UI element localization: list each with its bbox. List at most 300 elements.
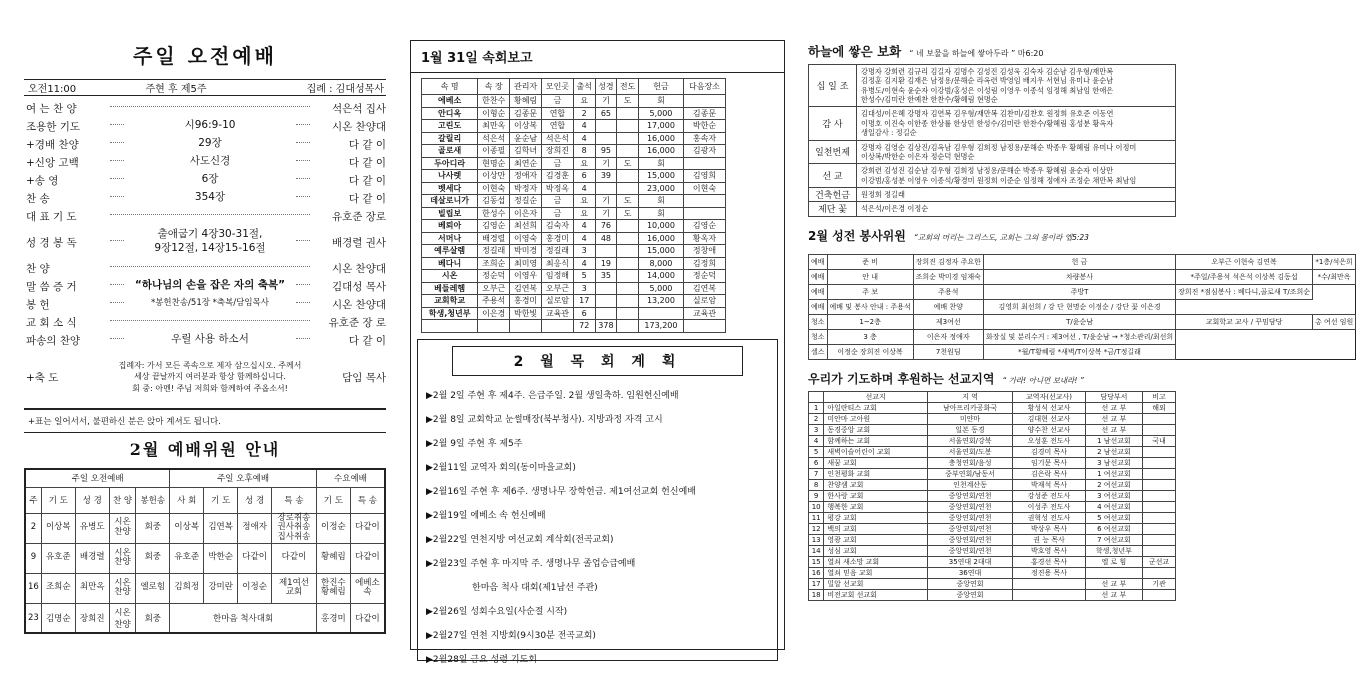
service-cell: 주용석 (913, 284, 983, 299)
mission-cell: 중앙연회 (927, 578, 1012, 589)
duty-header: 성 경 (238, 487, 272, 513)
service-cell: 안 내 (827, 269, 913, 284)
mission-cell: 서울연회/도봉 (927, 446, 1012, 457)
report-cell: 정순덕 (478, 270, 510, 283)
mission-header (809, 391, 824, 402)
plan-item: ▶2월27일 연천 지방회(9시30분 전곡교회) (426, 630, 596, 641)
mission-cell: 중앙연회/연천 (927, 512, 1012, 523)
order-name: 교 회 소 식 (26, 316, 77, 329)
report-cell: 최연순 (510, 157, 542, 170)
report-cell (617, 170, 639, 183)
report-cell (422, 320, 478, 333)
report-cell: 김연복 (683, 282, 725, 295)
report-cell: 19 (595, 257, 617, 270)
report-cell (683, 95, 725, 108)
duty-cell: 2 (25, 513, 41, 543)
treasure-row (809, 187, 1176, 201)
report-cell: 이형순 (478, 107, 510, 120)
duty-cell: 23 (25, 603, 41, 633)
service-cell: 조희순 박미경 임재숙 (913, 269, 983, 284)
report-cell: 안디옥 (422, 107, 478, 120)
mission-row (809, 567, 1176, 578)
report-row (422, 157, 726, 170)
duty-title: 2월 예배위원 안내 (129, 440, 281, 459)
mission-cell: 성심 교회 (824, 545, 928, 556)
duty-cell: 회중 (136, 603, 170, 633)
report-cell: 김학녀 (510, 145, 542, 158)
duty-header: 기 도 (316, 487, 350, 513)
duty-cell: 황혜림 (316, 543, 350, 573)
report-cell: 데살로니가 (422, 195, 478, 208)
duty-cell: 다같이 (238, 543, 272, 573)
report-cell (617, 132, 639, 145)
duty-row (25, 573, 385, 603)
report-cell: 금 (542, 207, 574, 220)
mission-table (808, 391, 1176, 601)
mission-cell: 동경중앙 교회 (824, 424, 928, 435)
report-cell: 한찬수 (478, 95, 510, 108)
mission-cell: 5 (809, 446, 824, 457)
report-cell: 석은석 (542, 132, 574, 145)
mission-cell (1143, 479, 1176, 490)
report-row (422, 207, 726, 220)
mission-cell: 아일란티스 교회 (824, 402, 928, 413)
treasure-header (808, 42, 1176, 60)
page-title: 주일 오전예배 (133, 44, 277, 68)
report-cell: 박미경 (510, 245, 542, 258)
treasure-row (809, 140, 1176, 164)
offering-panel (808, 0, 1354, 669)
report-cell: 95 (595, 145, 617, 158)
mission-row (809, 457, 1176, 468)
mission-cell: 9 (809, 490, 824, 501)
report-cell: 6 (573, 307, 595, 320)
report-cell: 임정해 (542, 270, 574, 283)
duty-header: 찬 양 (109, 487, 136, 513)
mission-row (809, 578, 1176, 589)
mission-cell: 6 여선교회 (1085, 523, 1142, 534)
order-list (24, 99, 386, 405)
treasure-row (809, 202, 1176, 216)
mission-cell (1143, 545, 1176, 556)
duty-header: 성 경 (75, 487, 109, 513)
report-cell: 최미영 (510, 257, 542, 270)
order-name: 조용한 기도 (26, 120, 81, 133)
duty-header: 봉헌송 (136, 487, 170, 513)
mission-cell: 충청연회/음성 (927, 457, 1012, 468)
service-time: 오전11:00 (28, 84, 77, 95)
service-cell: 오부근 이현숙 김연복 (1176, 254, 1313, 269)
duty-group: 주일 오후예배 (170, 469, 317, 487)
order-dots (110, 160, 124, 161)
service-cell: 예배 (809, 299, 828, 314)
report-cell (617, 295, 639, 308)
plan-item: ▶2월26일 성회수요일(사순절 시작) (426, 606, 568, 617)
mission-cell: 16 (809, 567, 824, 578)
report-cell: 황옥자 (683, 232, 725, 245)
report-cell (683, 320, 725, 333)
duty-cell: 배경렬 (75, 543, 109, 573)
duty-cell: 이정순 (238, 573, 272, 603)
service-cell: 화장실 및 분리수거 : 제3여선 , T/윤순남 → *청소관리/최선희 (983, 329, 1175, 344)
report-header: 관리자 (510, 79, 542, 95)
duty-cell: 시온 찬양 (109, 513, 136, 543)
report-cell (595, 282, 617, 295)
mission-cell: 1 (809, 402, 824, 413)
mission-cell: 백의 교회 (824, 523, 928, 534)
order-name: 파송의 찬양 (26, 334, 81, 347)
plan-item: ▶2월22일 연천지방 여선교회 계삭회(전곡교회) (426, 534, 614, 545)
mission-row (809, 479, 1176, 490)
mission-cell: 황성식 선교사 (1013, 402, 1086, 413)
report-cell: 도 (617, 95, 639, 108)
report-cell: 골로새 (422, 145, 478, 158)
mission-cell (1143, 501, 1176, 512)
treasure-names: 김대성/이은혜 강명자 김연복 김우형/재만복 김찬미/김찬호 원정희 유호준 이동연 이명호 이진숙 이한종 한상률 한상민 한성수/김미란 한찬수/황혜림 홍성분 황옥자 생일감사 : 정길순 (857, 107, 1176, 140)
mission-cell: 36연대 (927, 567, 1012, 578)
mission-cell: 3 남선교회 (1085, 457, 1142, 468)
report-cell: 정순덕 (683, 270, 725, 283)
duty-row (25, 603, 385, 633)
plan-item: ▶2월19일 에베소 속 헌신예배 (426, 510, 546, 521)
service-cell: 주방T (983, 284, 1175, 299)
report-cell: 예루살렘 (422, 245, 478, 258)
duty-group-row (25, 469, 385, 487)
service-cell: 차량봉사 (983, 269, 1175, 284)
report-cell: 이현숙 (683, 182, 725, 195)
report-cell: 5 (573, 270, 595, 283)
order-row (24, 189, 386, 207)
mission-cell (1143, 567, 1176, 578)
report-cell: 이영숙 (510, 232, 542, 245)
service-title: 2월 성전 봉사위원 (808, 228, 906, 243)
order-name: +축 도 (26, 371, 59, 384)
order-name: 말 씀 증 거 (26, 280, 77, 293)
mission-header (808, 370, 1176, 387)
report-cell: 교육관 (542, 307, 574, 320)
mission-cell: 평강 교회 (824, 512, 928, 523)
order-name: 여 는 찬 양 (26, 102, 77, 115)
order-row (24, 117, 386, 135)
mission-cell: 기관 (1143, 578, 1176, 589)
report-cell: 베들레헴 (422, 282, 478, 295)
mission-cell: 한사랑 교회 (824, 490, 928, 501)
report-cell: 현명순 (478, 157, 510, 170)
order-value: 출애굽기 4장30-31절, 9장12절, 14장15-16절 (154, 228, 266, 254)
plan-item: 한마음 척사 대회(제1남선 주관) (472, 582, 598, 593)
mission-row (809, 512, 1176, 523)
report-row (422, 282, 726, 295)
mission-cell: 임기문 목사 (1013, 457, 1086, 468)
mission-header: 교역자(선교사) (1013, 391, 1086, 402)
report-row (422, 195, 726, 208)
report-row (422, 220, 726, 233)
mission-cell: 중앙연회/연천 (927, 490, 1012, 501)
mission-cell: 미얀마 (927, 413, 1012, 424)
mission-cell: 찬양샘 교회 (824, 479, 928, 490)
order-name: 대 표 기 도 (26, 210, 77, 223)
report-row (422, 295, 726, 308)
order-dots (110, 142, 124, 143)
order-value: “하나님의 손을 잡은 자의 축복” (134, 279, 286, 292)
report-cell: 교회학교 (422, 295, 478, 308)
treasure-names: 원정희 정길래 (857, 187, 1176, 201)
report-cell: 15,000 (638, 170, 683, 183)
report-cell: 2 (573, 107, 595, 120)
service-cell: 김영희 최선희 / 강 단 현명순 이정순 / 강단 꽃 이은경 (983, 299, 1175, 314)
report-cell: 나사렛 (422, 170, 478, 183)
mission-cell: 2 (809, 413, 824, 424)
report-cell: 에베소 (422, 95, 478, 108)
order-dots (110, 284, 124, 285)
mission-cell: 6 (809, 457, 824, 468)
report-cell: 16,000 (638, 145, 683, 158)
report-cell: 김종문 (683, 107, 725, 120)
order-row (24, 153, 386, 171)
plan-item: ▶2월11일 교역자 회의(동이마을교회) (426, 462, 576, 473)
service-cell: 예배 (809, 284, 828, 299)
mission-cell: 인천평화 교회 (824, 468, 928, 479)
report-header: 헌금 (638, 79, 683, 95)
order-leader: 다 같 이 (348, 138, 386, 151)
mission-cell: 영광 교회 (824, 534, 928, 545)
order-dots (296, 338, 310, 339)
mission-row (809, 589, 1176, 600)
service-week: 주현 후 제5주 (145, 84, 207, 95)
report-cell (510, 320, 542, 333)
report-cell: 연합 (542, 120, 574, 133)
report-row (422, 95, 726, 108)
report-cell: 정애자 (510, 170, 542, 183)
report-cell: 이은자 (510, 207, 542, 220)
mission-cell: 남아프리카공화국 (927, 402, 1012, 413)
mission-row (809, 523, 1176, 534)
duty-header: 사 회 (170, 487, 204, 513)
mission-cell: 선 교 부 (1085, 578, 1142, 589)
report-cell: 5,000 (638, 107, 683, 120)
service-row (809, 344, 1356, 359)
report-cell: 석은석 (478, 132, 510, 145)
duty-cell: 장로취송 권사취송 집사취송 (272, 513, 317, 543)
duty-cell: 이상복 (170, 513, 204, 543)
mission-cell: 7 (809, 468, 824, 479)
report-cell: 최응식 (542, 257, 574, 270)
mission-cell: 3 여선교회 (1085, 490, 1142, 501)
mission-cell: 김경미 목사 (1013, 446, 1086, 457)
mission-title: 우리가 기도하며 후원하는 선교지역 (808, 371, 995, 386)
service-cell: 장희진 *점심봉사 : 베다니,골로새 T/조희순 (1176, 284, 1313, 299)
report-cell: 도 (617, 195, 639, 208)
order-value: 6장 (201, 173, 219, 186)
report-cell: 베뢰아 (422, 220, 478, 233)
service-cell: 준 비 (827, 254, 913, 269)
duty-cell: 김연복 (204, 513, 238, 543)
service-row (809, 329, 1356, 344)
report-cell: 4 (573, 257, 595, 270)
report-cell: 김연복 (510, 282, 542, 295)
order-value: 시96:9-10 (184, 119, 236, 132)
mission-cell: 중앙연회/연천 (927, 545, 1012, 556)
report-cell: 실로암 (542, 295, 574, 308)
duty-cell: 한마음 척사대회 (170, 603, 317, 633)
duty-cell: 최만옥 (75, 573, 109, 603)
report-cell: 4 (573, 132, 595, 145)
report-row (422, 132, 726, 145)
mission-cell: 2 여선교회 (1085, 479, 1142, 490)
duty-header: 기 도 (41, 487, 75, 513)
report-header: 전도 (617, 79, 639, 95)
report-cell: 박한빛 (510, 307, 542, 320)
report-cell (595, 307, 617, 320)
service-cell: 셀스 (809, 344, 828, 359)
report-row (422, 270, 726, 283)
plan-item: ▶2월 8일 교회학교 눈썰매장(북부청사). 지방과정 자격 고시 (426, 414, 663, 425)
mission-cell: 15 (809, 556, 824, 567)
report-cell: 3 (573, 282, 595, 295)
duty-cell: 엘로힘 (136, 573, 170, 603)
order-dots (110, 106, 310, 107)
mission-row (809, 468, 1176, 479)
report-row (422, 107, 726, 120)
mission-cell: 열쇠 믿음 교회 (824, 567, 928, 578)
report-cell: 홍속자 (683, 132, 725, 145)
mission-cell: 3 (809, 424, 824, 435)
report-cell: 378 (595, 320, 617, 333)
mission-cell: 5 여선교회 (1085, 512, 1142, 523)
service-cell: 예배 찬양 (913, 299, 983, 314)
report-cell: 35 (595, 270, 617, 283)
report-cell: 김영순 (683, 220, 725, 233)
service-cell: 장희진 김정자 주요한 (913, 254, 983, 269)
duty-cell: 시온 찬양 (109, 543, 136, 573)
report-cell: 최선희 (510, 220, 542, 233)
report-cell: 173,200 (638, 320, 683, 333)
treasure-row (809, 107, 1176, 140)
service-cell: 이은자 정애자 (913, 329, 983, 344)
order-row (24, 313, 386, 331)
report-cell: 기 (595, 157, 617, 170)
mission-cell: 2 남선교회 (1085, 446, 1142, 457)
report-cell: 8,000 (638, 257, 683, 270)
mission-cell (1085, 567, 1142, 578)
treasure-label: 건축헌금 (809, 187, 857, 201)
report-cell (617, 307, 639, 320)
duty-cell: 김명순 (41, 603, 75, 633)
report-cell: 15,000 (638, 245, 683, 258)
report-cell: 이영우 (510, 270, 542, 283)
treasure-row (809, 65, 1176, 107)
order-leader: 다 같 이 (348, 192, 386, 205)
report-cell: 두아디라 (422, 157, 478, 170)
treasure-names: 강명자 강희련 김규리 김길자 김명수 김성진 김성욱 김숙자 김순남 김우형/재만복 김정훈 김지환 김재은 남정용/문해순 라옥련 박영임 배지우 서현님 유미나 윤순남 유병도/이현숙 윤순자 이강범/홍성은 이성림 이영우 이종석 임정해 최남임 한애은 한성수/김미란 한예찬 한찬수/황혜림 현명순 (857, 65, 1176, 107)
report-cell (683, 195, 725, 208)
report-cell: 김숙자 (542, 220, 574, 233)
order-name: +송 영 (26, 174, 59, 187)
service-cell: 청소 (809, 314, 828, 329)
mission-cell: 18 (809, 589, 824, 600)
report-cell: 갈릴리 (422, 132, 478, 145)
order-row (24, 99, 386, 117)
duty-row (25, 513, 385, 543)
report-cell: 4 (573, 232, 595, 245)
mission-cell: 12 (809, 523, 824, 534)
order-dots (296, 302, 310, 303)
report-cell: 요 (573, 207, 595, 220)
report-cell: 48 (595, 232, 617, 245)
report-cell: 회 (638, 207, 683, 220)
report-table (421, 78, 726, 333)
duty-cell: 16 (25, 573, 41, 603)
order-value: 사도신경 (189, 155, 231, 168)
service-cell: *주일/주용석 석은석 이상복 김동섭 (1176, 269, 1313, 284)
duty-cell: 시온 찬양 (109, 573, 136, 603)
report-cell: 17 (573, 295, 595, 308)
report-cell: 박한순 (683, 120, 725, 133)
report-cell (595, 295, 617, 308)
mission-cell: 인천계산동 (927, 479, 1012, 490)
report-header: 속 장 (478, 79, 510, 95)
duty-cell: 김희정 (170, 573, 204, 603)
mission-cell: 중앙연회/연천 (927, 501, 1012, 512)
mission-cell: 1 여선교회 (1085, 468, 1142, 479)
duty-header: 특 송 (350, 487, 385, 513)
report-cell: 요 (573, 157, 595, 170)
report-cell: 윤순남 (510, 132, 542, 145)
report-cell: 14,000 (638, 270, 683, 283)
duty-header: 주 (25, 487, 41, 513)
mission-cell: 권 능 목사 (1013, 534, 1086, 545)
mission-cell: 10 (809, 501, 824, 512)
service-row (809, 254, 1356, 269)
mission-row (809, 556, 1176, 567)
duty-table (24, 468, 386, 634)
mission-cell: 행복한 교회 (824, 501, 928, 512)
duty-cell: 에베소 속 (350, 573, 385, 603)
mission-verse: “ 가라! 아니면 보내라! ” (1002, 375, 1084, 385)
report-header: 속 명 (422, 79, 478, 95)
mission-cell (1143, 512, 1176, 523)
order-dots (110, 214, 310, 215)
report-cell (638, 307, 683, 320)
mission-cell: 열쇠 새소망 교회 (824, 556, 928, 567)
mission-header: 비고 (1143, 391, 1176, 402)
mission-cell: 중앙연회 (927, 589, 1012, 600)
report-cell: 홍경미 (542, 232, 574, 245)
mission-row (809, 534, 1176, 545)
order-leader: 배경렬 권사 (331, 236, 386, 249)
duty-header: 기 도 (204, 487, 238, 513)
treasure-label: 감 사 (809, 107, 857, 140)
order-dots (110, 124, 124, 125)
report-cell: 김정희 (683, 257, 725, 270)
order-dots (110, 320, 310, 321)
report-cell: 23,000 (638, 182, 683, 195)
report-cell: 72 (573, 320, 595, 333)
service-table (808, 254, 1356, 360)
report-cell: 김영순 (478, 220, 510, 233)
benediction-text: 집례자: 가서 모든 족속으로 제자 삼으십시오. 주께서 세상 끝날까지 여러분과 항상 함께하십니다. 회 중: 아멘! 주님 저희와 함께하여 주옵소서! (118, 361, 302, 393)
report-cell: 13,200 (638, 295, 683, 308)
report-cell (617, 120, 639, 133)
report-cell: 회 (638, 157, 683, 170)
report-cell (683, 157, 725, 170)
order-name: 봉 헌 (26, 298, 50, 311)
duty-cell: 장희진 (75, 603, 109, 633)
mission-cell: 8 (809, 479, 824, 490)
order-name: 찬 송 (26, 192, 50, 205)
mission-cell: 양수찬 선교사 (1013, 424, 1086, 435)
mission-cell (1143, 468, 1176, 479)
